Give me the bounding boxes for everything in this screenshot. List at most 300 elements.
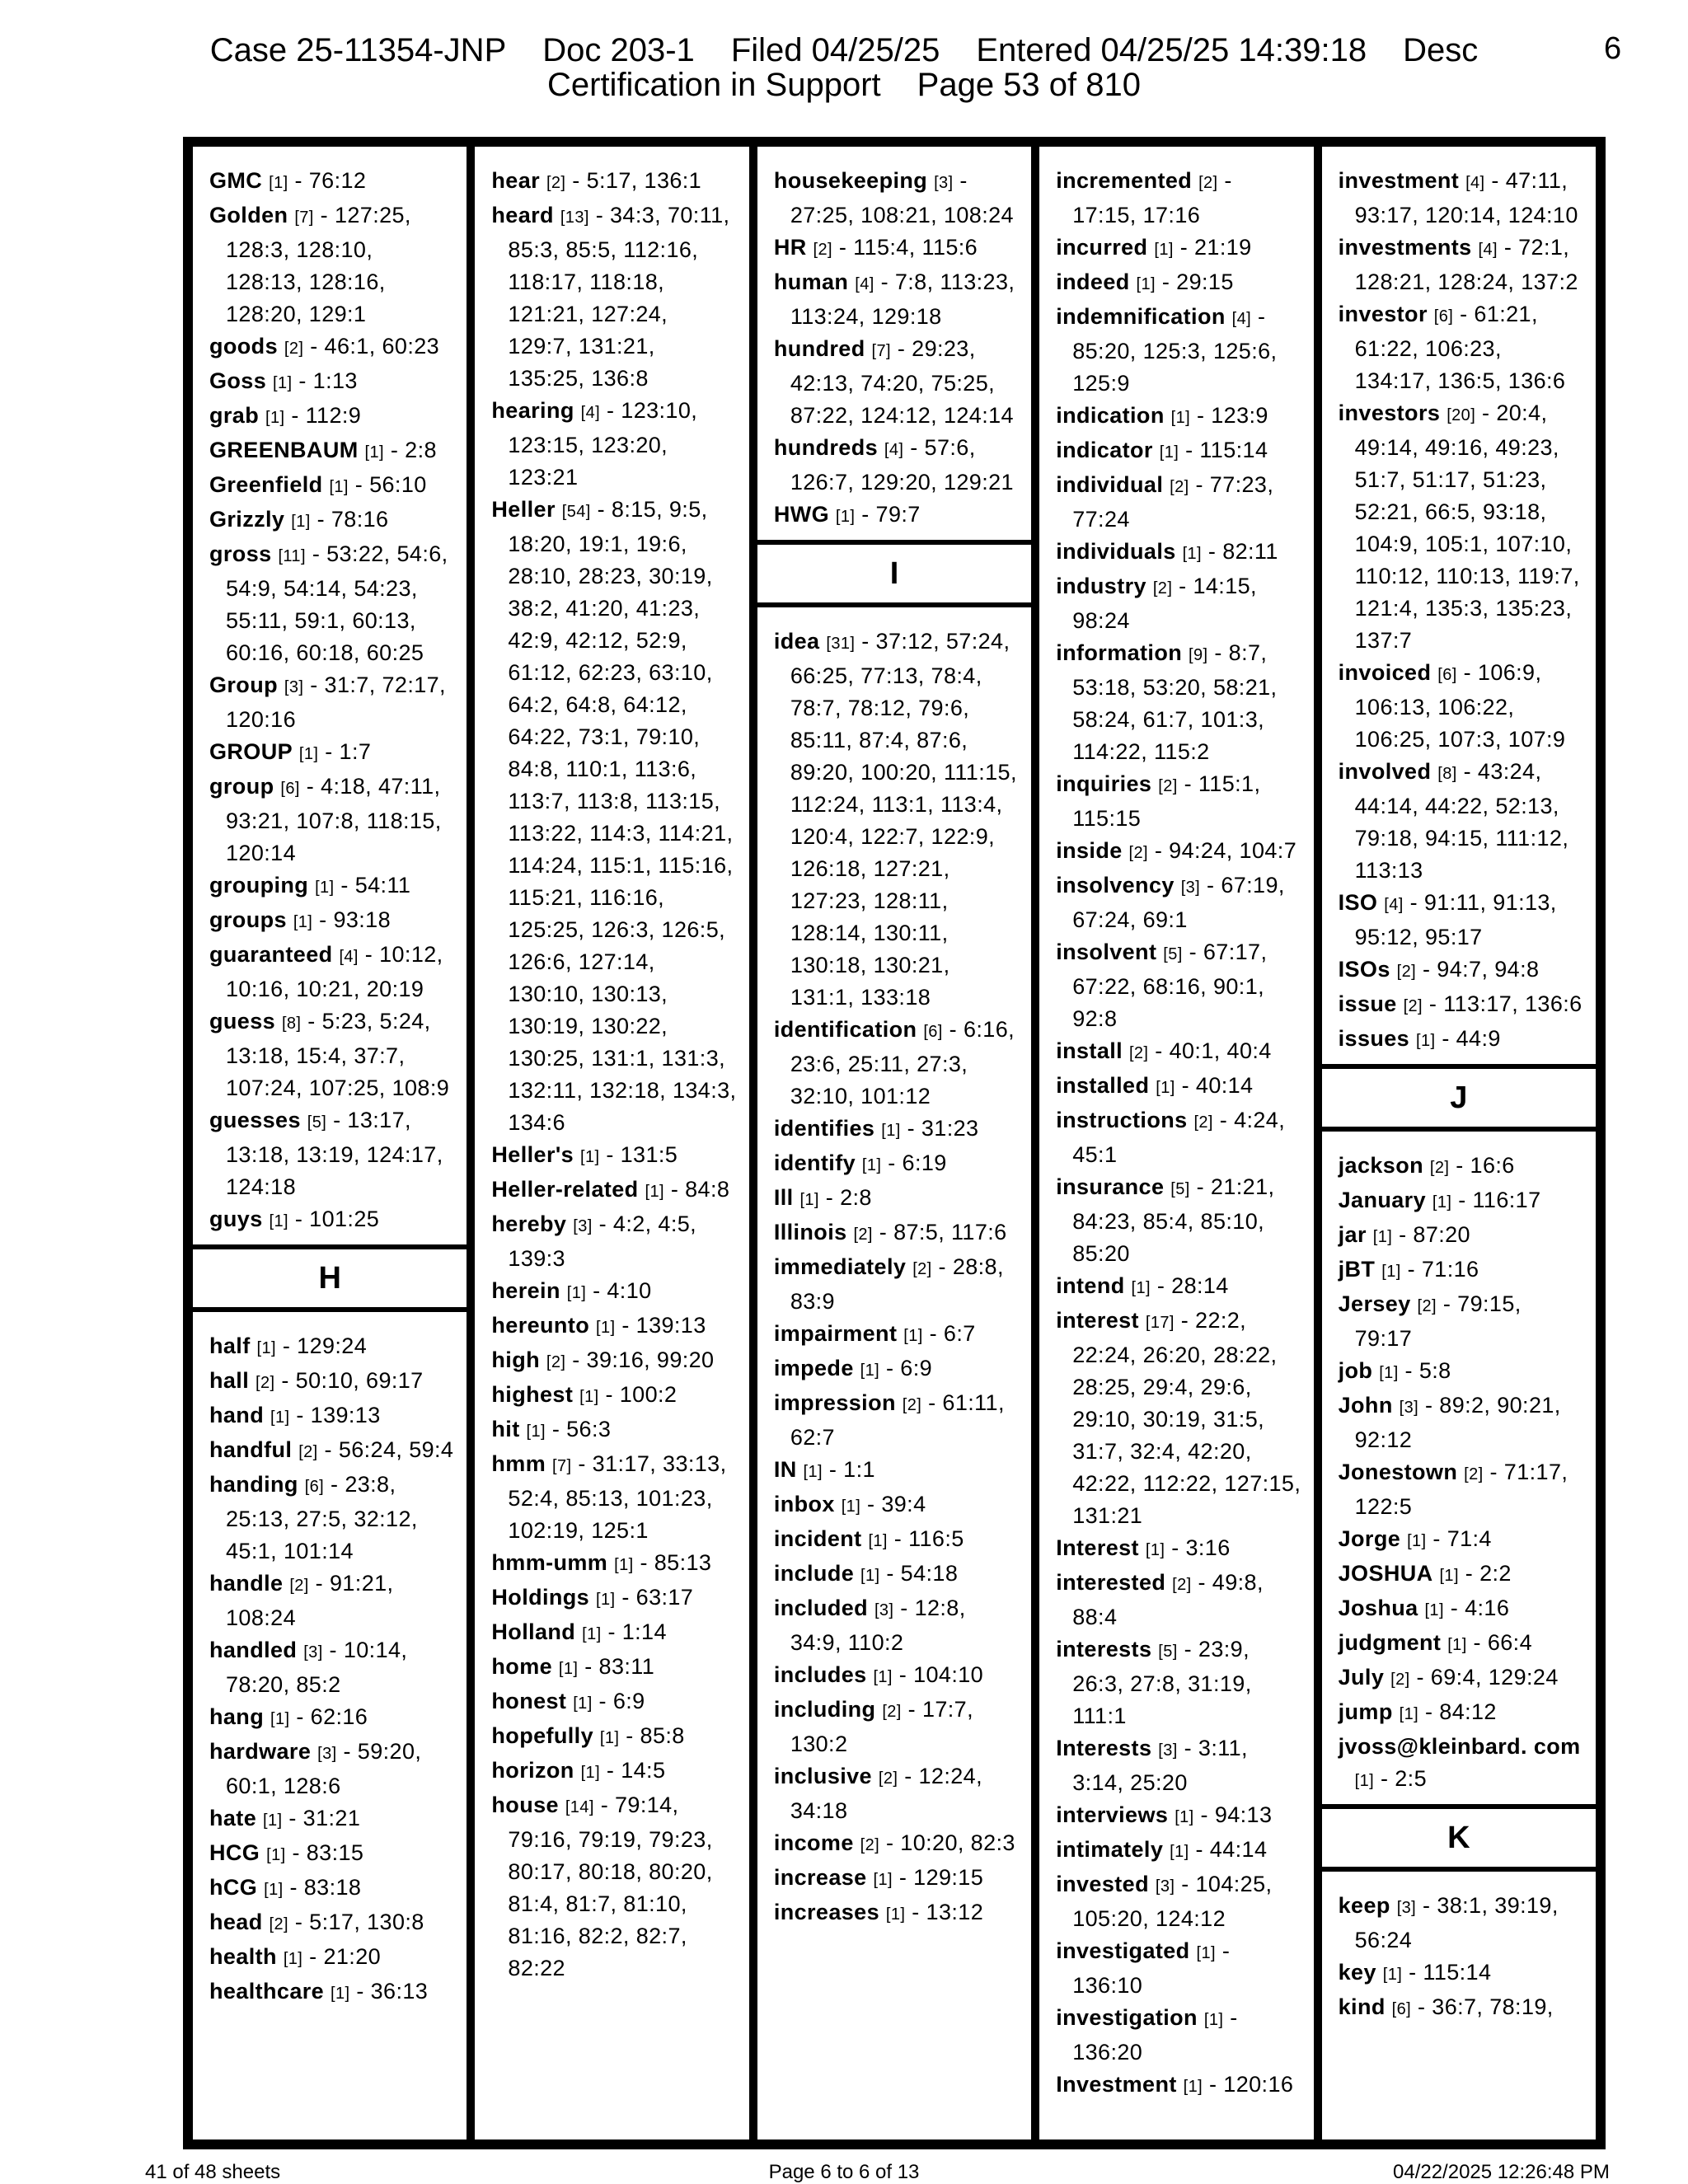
index-entry	[209, 1736, 455, 1802]
index-section	[757, 147, 1031, 533]
index-entry	[491, 1685, 737, 1720]
occurrence-count: [2]	[813, 241, 832, 259]
page-line-refs: - 72:1, 128:21, 128:24, 137:2	[1354, 235, 1578, 294]
index-term: kind	[1338, 1994, 1386, 2019]
index-entry	[774, 333, 1020, 432]
index-entry	[1339, 165, 1584, 232]
page-line-refs: - 67:19, 67:24, 69:1	[1072, 873, 1285, 932]
index-term: indicator	[1056, 438, 1153, 462]
occurrence-count: [2]	[269, 1915, 288, 1933]
index-term: interested	[1056, 1570, 1166, 1595]
index-entry	[774, 1523, 1020, 1558]
occurrence-count: [2]	[853, 1226, 873, 1244]
page-line-refs: - 116:17	[1451, 1188, 1541, 1212]
index-entry	[1056, 266, 1301, 301]
page-line-refs: - 36:7, 78:19,	[1411, 1994, 1554, 2019]
occurrence-count: [1]	[860, 1567, 880, 1585]
occurrence-count: [1]	[579, 1388, 599, 1406]
index-entry	[209, 1837, 455, 1872]
index-term: herein	[491, 1278, 560, 1303]
index-term: jackson	[1338, 1153, 1423, 1178]
occurrence-count: [3]	[1396, 1899, 1417, 1917]
index-term: insolvency	[1056, 873, 1175, 898]
index-section	[1322, 1132, 1596, 1797]
index-term: health	[209, 1944, 277, 1969]
page-line-refs: - 115:14	[1179, 438, 1268, 462]
occurrence-count: [1]	[1131, 1279, 1151, 1297]
index-term: gross	[209, 541, 272, 566]
index-term: hmm	[491, 1451, 546, 1476]
occurrence-count: [2]	[284, 340, 304, 358]
occurrence-count: [1]	[1170, 1843, 1189, 1861]
index-entry	[209, 365, 455, 400]
index-entry	[774, 1827, 1020, 1862]
occurrence-count: [17]	[1145, 1314, 1175, 1332]
occurrence-count: [1]	[1439, 1567, 1459, 1585]
index-term: hit	[491, 1417, 520, 1441]
page-line-refs: - 4:2, 4:5, 139:3	[508, 1212, 697, 1271]
index-term: JOSHUA	[1338, 1561, 1433, 1586]
index-term: heard	[491, 203, 554, 227]
index-entry	[491, 1547, 737, 1582]
index-term: GREENBAUM	[209, 438, 359, 462]
index-entry	[491, 165, 737, 199]
index-entry	[209, 771, 455, 869]
occurrence-count: [11]	[278, 547, 306, 565]
index-term: home	[491, 1654, 553, 1679]
page-line-refs: - 43:24, 44:14, 44:22, 52:13, 79:18, 94:15, 111:12, 113:13	[1354, 759, 1569, 883]
index-entry	[209, 434, 455, 469]
index-entry	[1339, 887, 1584, 954]
page-line-refs: - 1:13	[292, 368, 358, 393]
index-entry	[1056, 469, 1301, 536]
occurrence-count: [1]	[266, 1846, 286, 1864]
page-line-refs: - 112:9	[284, 403, 362, 428]
index-term: Joshua	[1338, 1596, 1418, 1620]
occurrence-count: [1]	[566, 1284, 587, 1302]
page-line-refs: - 127:25, 128:3, 128:10, 128:13, 128:16, 128:20, 129:1	[226, 203, 411, 326]
index-term: hmm-umm	[491, 1550, 608, 1575]
page-line-refs: - 1:7	[318, 739, 372, 764]
index-entry	[774, 1318, 1020, 1352]
occurrence-count: [3]	[573, 1217, 593, 1235]
page-line-refs: - 57:6, 126:7, 129:20, 129:21	[790, 435, 1014, 494]
page-line-refs: - 123:9	[1190, 403, 1268, 428]
index-entry	[491, 1616, 737, 1651]
index-entry	[1056, 1171, 1301, 1270]
page-line-refs: - 131:5	[599, 1142, 678, 1167]
index-entry	[491, 1344, 737, 1379]
index-term: invoiced	[1338, 660, 1432, 685]
page-line-refs: - 14:15, 98:24	[1072, 574, 1257, 633]
occurrence-count: [2]	[1158, 777, 1178, 795]
occurrence-count: [2]	[1170, 478, 1189, 496]
index-entry	[1339, 1661, 1584, 1696]
occurrence-count: [1]	[1182, 545, 1202, 563]
index-term: inquiries	[1056, 771, 1152, 796]
occurrence-count: [1]	[881, 1122, 901, 1140]
index-term: investment	[1338, 168, 1460, 193]
page-line-refs: - 40:1, 40:4	[1148, 1038, 1272, 1063]
occurrence-count: [54]	[561, 503, 591, 521]
occurrence-count: [6]	[304, 1478, 325, 1496]
index-entry	[1339, 1523, 1584, 1558]
index-term: intend	[1056, 1273, 1125, 1298]
doc-number: Doc 203-1	[542, 32, 695, 68]
page-line-refs: - 79:7	[855, 502, 921, 527]
index-entry	[491, 1755, 737, 1789]
page-line-refs: - 136:20	[1072, 2005, 1238, 2064]
index-term: key	[1338, 1960, 1376, 1985]
occurrence-count: [1]	[1424, 1601, 1444, 1619]
index-entry	[1056, 1532, 1301, 1567]
index-entry	[209, 1469, 455, 1568]
occurrence-count: [1]	[329, 478, 349, 496]
index-entry	[209, 1975, 455, 2010]
page-line-refs: - 47:11, 93:17, 120:14, 124:10	[1354, 168, 1578, 227]
index-term: hopefully	[491, 1723, 594, 1748]
occurrence-count: [1]	[1354, 1772, 1375, 1790]
index-term: Interests	[1056, 1736, 1152, 1760]
index-term: Holland	[491, 1619, 576, 1644]
index-entry	[209, 1802, 455, 1837]
index-term: impression	[773, 1390, 896, 1415]
page-line-refs: - 61:21, 61:22, 106:23, 134:17, 136:5, 136:6	[1354, 302, 1566, 393]
index-entry	[1339, 1390, 1584, 1456]
index-entry	[1056, 536, 1301, 570]
index-term: Grizzly	[209, 507, 285, 532]
index-entry	[1339, 1627, 1584, 1661]
page-line-refs: - 4:10	[586, 1278, 652, 1303]
page-line-refs: - 6:9	[879, 1356, 933, 1380]
occurrence-count: [2]	[1390, 1671, 1410, 1689]
index-term: HR	[773, 235, 807, 260]
index-entry	[1339, 756, 1584, 887]
occurrence-count: [1]	[868, 1532, 888, 1550]
page-line-refs: - 39:4	[860, 1492, 926, 1516]
occurrence-count: [1]	[1379, 1364, 1399, 1382]
occurrence-count: [7]	[294, 209, 314, 227]
occurrence-count: [1]	[596, 1319, 616, 1337]
occurrence-count: [8]	[281, 1015, 302, 1033]
occurrence-count: [2]	[878, 1769, 898, 1788]
index-term: handle	[209, 1571, 284, 1596]
index-entry	[1339, 1219, 1584, 1254]
occurrence-count: [1]	[526, 1422, 546, 1441]
occurrence-count: [1]	[1170, 409, 1191, 427]
index-entry	[1056, 2002, 1301, 2069]
index-term: jBT	[1338, 1257, 1376, 1282]
index-term: Heller's	[491, 1142, 574, 1167]
page-line-refs: - 83:18	[283, 1875, 362, 1900]
index-term: job	[1338, 1358, 1373, 1383]
index-column	[1322, 147, 1596, 2139]
page-line-refs: - 79:15, 79:17	[1354, 1291, 1522, 1351]
occurrence-count: [6]	[280, 780, 300, 798]
occurrence-count: [4]	[855, 275, 874, 293]
occurrence-count: [9]	[1189, 646, 1208, 664]
occurrence-count: [2]	[1128, 844, 1148, 862]
occurrence-count: [2]	[1198, 174, 1218, 192]
index-entry	[491, 395, 737, 494]
index-entry	[1056, 1868, 1301, 1935]
occurrence-count: [1]	[645, 1183, 664, 1201]
index-term: indemnification	[1056, 304, 1226, 329]
page-line-refs: - 115:14	[1402, 1960, 1492, 1985]
index-term: issues	[1338, 1026, 1410, 1051]
index-entry	[1056, 869, 1301, 936]
occurrence-count: [1]	[841, 1497, 861, 1516]
page-line-refs: - 56:24, 59:4	[317, 1437, 454, 1462]
index-entry	[1056, 835, 1301, 869]
index-entry	[774, 1387, 1020, 1454]
page-line-refs: - 6:9	[592, 1689, 645, 1713]
occurrence-count: [1]	[580, 1148, 600, 1166]
page-line-refs: - 78:16	[310, 507, 389, 532]
page-line-refs: - 23:8, 25:13, 27:5, 32:12, 45:1, 101:14	[226, 1472, 418, 1563]
index-entry	[1056, 165, 1301, 232]
index-entry	[1056, 936, 1301, 1035]
occurrence-count: [3]	[303, 1643, 323, 1661]
index-term: keep	[1338, 1893, 1390, 1918]
index-term: ISOs	[1338, 957, 1390, 982]
index-entry	[491, 1582, 737, 1616]
page-line-refs: - 94:7, 94:8	[1416, 957, 1540, 982]
occurrence-count: [1]	[1432, 1193, 1452, 1212]
page-line-refs: - 10:12, 10:16, 10:21, 20:19	[226, 942, 443, 1001]
occurrence-count: [1]	[861, 1156, 882, 1174]
index-entry	[209, 1203, 455, 1238]
index-term: intimately	[1056, 1837, 1164, 1862]
occurrence-count: [14]	[565, 1798, 594, 1816]
occurrence-count: [2]	[546, 174, 566, 192]
index-term: hundreds	[773, 435, 879, 460]
page-line-refs: - 31:17, 33:13, 52:4, 85:13, 101:23, 102:19, 125:1	[508, 1451, 727, 1543]
occurrence-count: [2]	[860, 1836, 880, 1854]
occurrence-count: [1]	[1145, 1541, 1165, 1559]
occurrence-count: [1]	[885, 1905, 906, 1924]
index-entry	[209, 1701, 455, 1736]
index-term: identification	[773, 1017, 917, 1042]
index-entry	[209, 1634, 455, 1701]
index-entry	[1339, 1890, 1584, 1957]
page-line-refs: - 50:10, 69:17	[274, 1368, 424, 1393]
index-entry	[774, 1182, 1020, 1216]
index-term: impede	[773, 1356, 854, 1380]
index-entry	[774, 432, 1020, 499]
occurrence-count: [1]	[803, 1463, 823, 1481]
desc-label: Desc	[1403, 32, 1479, 68]
index-term: Ill	[773, 1185, 794, 1210]
index-entry	[491, 199, 737, 395]
index-entry	[1339, 1957, 1584, 1991]
index-term: investigation	[1056, 2005, 1198, 2030]
index-entry	[1056, 1834, 1301, 1868]
index-entry	[774, 626, 1020, 1014]
page-line-refs: - 83:11	[578, 1654, 655, 1679]
index-term: interests	[1056, 1637, 1152, 1661]
occurrence-count: [5]	[1163, 945, 1183, 963]
index-term: identify	[773, 1151, 856, 1175]
index-entry	[209, 1365, 455, 1399]
page-line-refs: - 3:16	[1165, 1535, 1231, 1560]
occurrence-count: [1]	[269, 174, 288, 192]
index-section	[193, 147, 467, 1238]
index-entry	[1339, 954, 1584, 988]
page-line-refs: - 53:22, 54:6, 54:9, 54:14, 54:23, 55:11, 59:1, 60:13, 60:16, 60:18, 60:25	[226, 541, 448, 665]
occurrence-count: [2]	[1172, 1576, 1192, 1594]
index-entry	[1056, 637, 1301, 768]
page-line-refs: - 77:23, 77:24	[1072, 472, 1274, 532]
index-section	[1039, 147, 1313, 2103]
page-line-refs: - 56:3	[545, 1417, 612, 1441]
occurrence-count: [4]	[339, 948, 359, 966]
index-section	[757, 607, 1031, 1931]
page-line-refs: - 56:10	[348, 472, 427, 497]
index-entry	[209, 199, 455, 330]
index-section	[475, 147, 748, 1985]
occurrence-count: [1]	[614, 1556, 634, 1574]
index-term: IN	[773, 1457, 797, 1482]
page-line-refs: - 7:8, 113:23, 113:24, 129:18	[790, 269, 1015, 329]
page-line-refs: - 10:14, 78:20, 85:2	[226, 1638, 408, 1697]
page-line-refs: - 85:20, 125:3, 125:6, 125:9	[1072, 304, 1278, 396]
index-column	[757, 147, 1031, 2139]
index-term: insurance	[1056, 1174, 1165, 1199]
page-line-refs: - 5:8	[1398, 1358, 1451, 1383]
index-entry	[1056, 1799, 1301, 1834]
index-entry	[1339, 1558, 1584, 1592]
page-line-refs: - 21:21, 84:23, 85:4, 85:10, 85:20	[1072, 1174, 1275, 1266]
index-entry	[774, 1113, 1020, 1147]
index-term: Heller-related	[491, 1177, 639, 1202]
page-line-refs: - 20:4, 49:14, 49:16, 49:23, 51:7, 51:17, 51:23, 52:21, 66:5, 93:18, 104:9, 105:1, 107:10, 110:12, 110:13, 119:7, 121:4, 135:3, 135:23, 137:7	[1354, 401, 1580, 653]
index-term: inclusive	[773, 1764, 872, 1788]
index-term: grab	[209, 403, 260, 428]
page-line-refs: - 46:1, 60:23	[303, 334, 440, 359]
index-term: inside	[1056, 838, 1123, 863]
page-line-refs: - 44:14	[1189, 1837, 1268, 1862]
index-entry	[491, 1208, 737, 1275]
occurrence-count: [1]	[1372, 1228, 1393, 1246]
page-line-refs: - 28:14	[1150, 1273, 1229, 1298]
index-term: hate	[209, 1806, 257, 1830]
index-entry	[1339, 1184, 1584, 1219]
occurrence-count: [3]	[1158, 1741, 1178, 1760]
page-line-refs: - 71:4	[1426, 1526, 1492, 1551]
index-entry	[491, 1174, 737, 1208]
index-term: handing	[209, 1472, 298, 1497]
occurrence-count: [2]	[1429, 1159, 1450, 1177]
index-entry	[1339, 988, 1584, 1023]
index-term: hereunto	[491, 1313, 590, 1338]
index-entry	[209, 1568, 455, 1634]
page-line-refs: - 4:18, 47:11, 93:21, 107:8, 118:15, 120:14	[226, 774, 442, 865]
index-entry	[1056, 1935, 1301, 2002]
occurrence-count: [1]	[1196, 1944, 1216, 1962]
index-entry	[1056, 1070, 1301, 1104]
occurrence-count: [1]	[1399, 1705, 1419, 1723]
occurrence-count: [1]	[1203, 2011, 1224, 2029]
index-entry	[491, 494, 737, 1139]
index-term: Illinois	[773, 1220, 847, 1244]
page-line-refs: - 38:1, 39:19, 56:24	[1354, 1893, 1559, 1952]
index-term: including	[773, 1697, 876, 1722]
page-line-refs: - 34:3, 70:11, 85:3, 85:5, 112:16, 118:17, 118:18, 121:21, 127:24, 129:7, 131:21, 135:25, 136:8	[508, 203, 730, 391]
index-term: grouping	[209, 873, 309, 898]
occurrence-count: [4]	[1465, 174, 1485, 192]
occurrence-count: [1]	[599, 1729, 620, 1747]
index-term: hCG	[209, 1875, 258, 1900]
page-line-refs: - 44:9	[1435, 1026, 1501, 1051]
page-line-refs: - 115:1, 115:15	[1072, 771, 1261, 831]
index-entry	[774, 1352, 1020, 1387]
index-entry	[209, 1330, 455, 1365]
index-term: HWG	[773, 502, 829, 527]
index-entry	[1056, 2069, 1301, 2103]
index-entry	[1339, 1288, 1584, 1355]
index-term: handful	[209, 1437, 293, 1462]
case-number: Case 25-11354-JNP	[209, 32, 507, 68]
index-term: investments	[1338, 235, 1472, 260]
index-entry	[1339, 397, 1584, 657]
index-entry	[1056, 434, 1301, 469]
occurrence-count: [4]	[884, 441, 904, 459]
index-term: Group	[209, 673, 278, 697]
occurrence-count: [5]	[1170, 1180, 1190, 1198]
occurrence-count: [4]	[580, 404, 601, 422]
index-term: judgment	[1338, 1630, 1442, 1655]
page-line-refs: - 120:16	[1203, 2072, 1294, 2097]
page-line-refs: - 87:20	[1392, 1222, 1470, 1247]
index-entry	[491, 1139, 737, 1174]
page-line-refs: - 66:4	[1466, 1630, 1533, 1655]
occurrence-count: [2]	[1128, 1044, 1149, 1062]
index-entry	[1339, 298, 1584, 397]
index-entry	[491, 1448, 737, 1547]
occurrence-count: [1]	[273, 374, 293, 392]
index-entry	[491, 1275, 737, 1310]
index-term: impairment	[773, 1321, 898, 1346]
index-entry	[774, 1216, 1020, 1251]
page-line-refs: - 115:4, 115:6	[832, 235, 978, 260]
index-term: investigated	[1056, 1938, 1190, 1963]
page-line-refs: - 139:13	[289, 1403, 381, 1427]
case-header-line	[0, 31, 1688, 69]
occurrence-count: [2]	[912, 1260, 932, 1278]
index-entry	[1339, 1456, 1584, 1523]
page-line-refs: - 2:2	[1458, 1561, 1512, 1586]
page-line-refs: - 87:5, 117:6	[872, 1220, 1007, 1244]
index-term: individual	[1056, 472, 1164, 497]
index-entry	[491, 1789, 737, 1985]
page-of-total: Page 53 of 810	[917, 67, 1141, 103]
occurrence-count: [2]	[256, 1374, 275, 1392]
occurrence-count: [2]	[1396, 963, 1417, 981]
index-entry	[774, 1896, 1020, 1931]
index-entry	[209, 400, 455, 434]
occurrence-count: [4]	[1478, 241, 1498, 259]
page-line-refs: - 31:7, 72:17, 120:16	[226, 673, 446, 732]
page-line-refs: - 3:11, 3:14, 25:20	[1072, 1736, 1248, 1795]
occurrence-count: [1]	[1416, 1032, 1436, 1050]
page-line-refs: - 129:24	[275, 1333, 368, 1358]
index-term: GMC	[209, 168, 263, 193]
occurrence-count: [5]	[1158, 1643, 1178, 1661]
page-line-refs: - 22:2, 22:24, 26:20, 28:22, 28:25, 29:4, 29:6, 29:10, 30:19, 31:5, 31:7, 32:4, 42:20, 42:22, 112:22, 127:15, 131:21	[1072, 1308, 1301, 1528]
page-line-refs: - 27:25, 108:21, 108:24	[790, 168, 1014, 227]
page-line-refs: - 36:13	[349, 1979, 429, 2004]
